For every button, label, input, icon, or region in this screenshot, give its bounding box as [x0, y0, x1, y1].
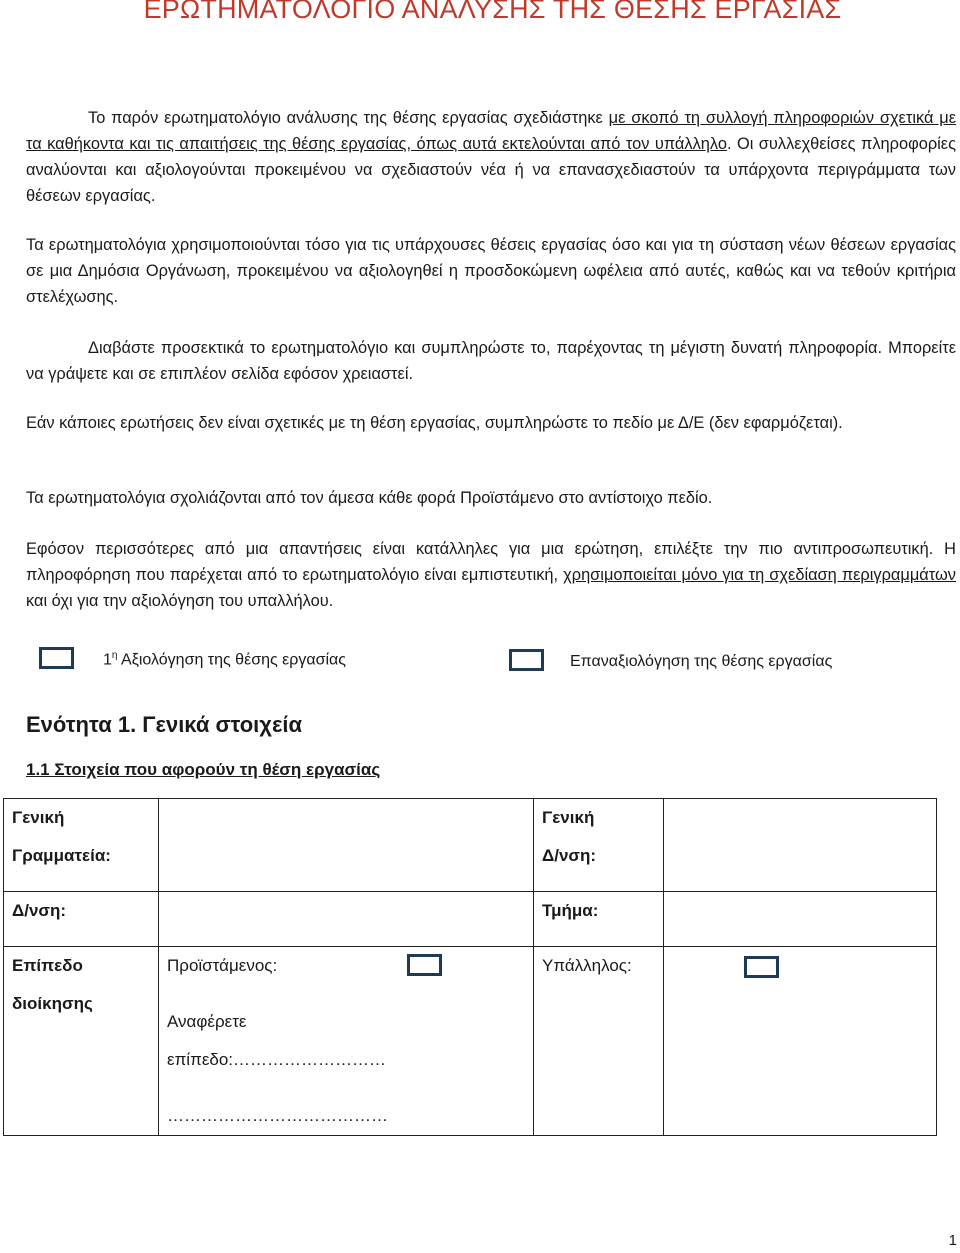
directorate-label: Δ/νση: — [4, 892, 159, 947]
page-title: ΕΡΩΤΗΜΑΤΟΛΟΓΙΟ ΑΝΑΛΥΣΗΣ ΤΗΣ ΘΕΣΗΣ ΕΡΓΑΣΙΑΣ — [143, 0, 842, 24]
table-row — [4, 799, 937, 892]
department-label: Τμήμα: — [534, 892, 664, 947]
intro-paragraph-2: Τα ερωτηματολόγια χρησιμοποιούνται τόσο για τις υπάρχουσες θέσεις εργασίας όσο και για τη σύσταση νέων θέσεων εργασίας σε μια Δημόσια Οργάνωση, προκειμένου να αξιολογηθεί η προσδοκώμενη ωφέλεια από αυτές, καθώς και να τεθούν κριτήρια στελέχωσης. — [26, 236, 956, 306]
management-level-label: Επίπεδο διοίκησης — [4, 947, 159, 1136]
reports-level-dots[interactable]: ………………………………… — [167, 1106, 388, 1125]
employee-cell — [664, 947, 937, 1136]
intro-paragraph-1: Το παρόν ερωτηματολόγιο ανάλυσης της θέσης εργασίας σχεδιάστηκε με σκοπό τη συλλογή πληροφοριών σχετικά με τα καθήκοντα και τις απαιτήσεις της θέσης εργασίας, όπως αυτά εκτελούνται από τον υπάλληλο. Οι συλλεχθείσες πληροφορίες αναλύονται και αξιολογούνται προκειμένου να σχεδιαστούν νέα ή να επανασχεδιαστούν τα υπάρχοντα περιγράμματα των θέσεων εργασίας. — [26, 109, 956, 205]
reports-level-field[interactable]: επίπεδο:……………………… — [167, 1050, 387, 1069]
manager-checkbox[interactable] — [407, 954, 442, 976]
first-evaluation-checkbox[interactable] — [39, 647, 74, 669]
general-secretariat-field[interactable] — [159, 799, 534, 892]
re-evaluation-label: Επαναξιολόγηση της θέσης εργασίας — [570, 653, 833, 670]
manager-cell — [159, 947, 534, 1136]
subsection-heading: 1.1 Στοιχεία που αφορούν τη θέση εργασίας — [26, 760, 381, 779]
first-evaluation-label: $1^\eta$ Αξιολόγηση της θέσης εργασίας — [103, 650, 346, 669]
intro-paragraph-3: Διαβάστε προσεκτικά το ερωτηματολόγιο και συμπληρώστε το, παρέχοντας τη μέγιστη δυνατή πληροφορία. Μπορείτε να γράψετε και σε επιπλέον σελίδα εφόσον χρειαστεί. — [26, 339, 956, 383]
intro-paragraph-5: Τα ερωτηματολόγια σχολιάζονται από τον άμεσα κάθε φορά Προϊστάμενο στο αντίστοιχο πεδίο. — [26, 489, 713, 507]
manager-label: Προϊστάμενος: — [167, 956, 278, 975]
general-directorate-field[interactable] — [664, 799, 937, 892]
table-row — [4, 947, 937, 1136]
employee-label: Υπάλληλος: — [534, 947, 664, 1136]
intro-paragraph-4: Εάν κάποιες ερωτήσεις δεν είναι σχετικές με τη θέση εργασίας, συμπληρώστε το πεδίο με Δ/Ε (δεν εφαρμόζεται). — [26, 414, 843, 432]
general-secretariat-label: Γενική Γραμματεία: — [4, 799, 159, 892]
section-heading: Ενότητα 1. Γενικά στοιχεία — [26, 712, 303, 737]
intro-paragraph-6: Εφόσον περισσότερες από μια απαντήσεις είναι κατάλληλες για μια ερώτηση, επιλέξτε την πιο αντιπροσωπευτική. Η πληροφόρηση που παρέχεται από το ερωτηματολόγιο είναι εμπιστευτική, χρησιμοποιείται μόνο για τη σχεδίαση περιγραμμάτων και όχι για την αξιολόγηση του υπαλλήλου. — [26, 540, 956, 610]
table-row — [4, 892, 937, 947]
general-directorate-label: Γενική Δ/νση: — [534, 799, 664, 892]
employee-checkbox[interactable] — [744, 956, 779, 978]
department-field[interactable] — [664, 892, 937, 947]
directorate-field[interactable] — [159, 892, 534, 947]
job-details-table — [3, 798, 937, 1136]
re-evaluation-checkbox[interactable] — [509, 649, 544, 671]
reports-level-label: Αναφέρετε — [167, 1012, 247, 1031]
page-number: 1 — [948, 1232, 957, 1249]
